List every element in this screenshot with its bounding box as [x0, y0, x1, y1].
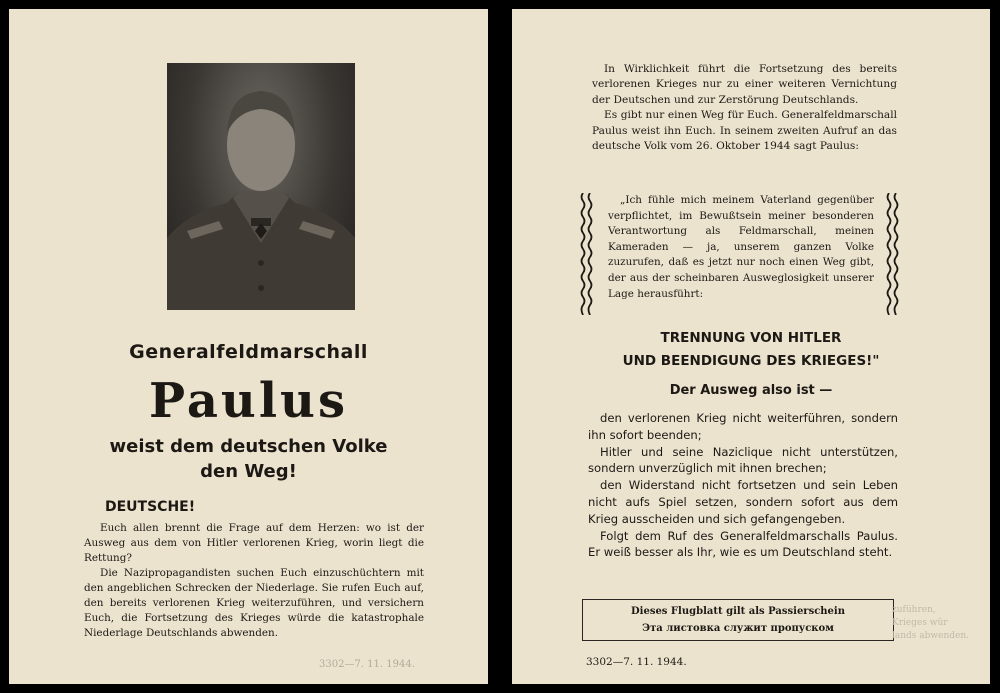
bleed-line-3: lands abwenden.: [892, 631, 969, 641]
heading-subtitle-line2: den Weg!: [200, 461, 297, 482]
paulus-quote: [608, 193, 874, 302]
paulus-portrait-photo: [167, 63, 355, 310]
pass-russian-text: Эта листовка служит пропуском: [642, 623, 834, 634]
heading-subtitle-line1: weist dem deutschen Volke: [109, 436, 388, 457]
right-squiggle-ornament: [886, 193, 900, 315]
ausweg-item-1: den verlorenen Krieg nicht weiterführen, sondern ihn sofort beenden;: [588, 411, 898, 442]
slogan-line2: UND BEENDIGUNG DES KRIEGES!": [622, 353, 880, 369]
quote-text: „Ich fühle mich meinem Vaterland gegenüber verpflichtet, im Bewußtsein meiner besonderen Verantwortung als Feldmarschall, meinen Kameraden — ja, unserem ganzen Volke zuzurufen, daß es jetzt nur noch einen Weg gibt, der aus der scheinbaren Ausweglosigkeit unserer Lage herausführt:: [608, 194, 874, 300]
pass-german-text: Dieses Flugblatt gilt als Passierschein: [630, 606, 845, 617]
right-paragraph-2: Es gibt nur einen Weg für Euch. Generalfeldmarschall Paulus weist ihn Euch. In seinem zweiten Aufruf an das deutsche Volk vom 26. Oktober 1944 sagt Paulus:: [592, 109, 897, 153]
quote-block: [580, 193, 898, 323]
left-paragraph-1: Euch allen brennt die Frage auf dem Herzen: wo ist der Ausweg aus dem von Hitler verlorenen Krieg, worin liegt die Rettung?: [84, 522, 424, 564]
bleed-through-text: [892, 604, 987, 643]
left-body-text: [84, 521, 424, 641]
safe-conduct-box: [582, 599, 894, 641]
left-squiggle-ornament: [580, 193, 594, 315]
bleed-line-2: Krieges wür: [892, 618, 948, 628]
faint-bleed-number: 3302—7. 11. 1944.: [319, 659, 415, 670]
portrait-silhouette-image: [167, 63, 355, 310]
publication-number: 3302—7. 11. 1944.: [586, 656, 687, 668]
left-paragraph-2: Die Nazipropagandisten suchen Euch einzuschüchtern mit den angeblichen Schrecken der Niederlage. Sie rufen Euch auf, den bereits verlorenen Krieg weiterzuführen, und versichern Euch, die Fortsetzung des Krieges würde die katastrophale Niederlage Deutschlands abwenden.: [84, 567, 424, 639]
heading-rank: Generalfeldmarschall: [129, 341, 368, 363]
ausweg-item-3: den Widerstand nicht fortsetzen und sein Leben nicht aufs Spiel setzen, sondern sofort aus dem Krieg ausscheiden und sich gefangengeben.: [588, 478, 898, 526]
heading-name: Paulus: [149, 373, 348, 429]
right-paragraph-1: In Wirklichkeit führt die Fortsetzung des bereits verlorenen Krieges nur zu einer weiteren Vernichtung der Deutschen und zur Zerstörung Deutschlands.: [592, 63, 897, 106]
ausweg-item-2: Hitler und seine Naziclique nicht unterstützen, sondern unverzüglich mit ihnen brechen;: [588, 444, 898, 476]
ausweg-item-4: Folgt dem Ruf des Generalfeldmarschalls Paulus. Er weiß besser als Ihr, wie es um Deutschland steht.: [588, 528, 898, 560]
bleed-line-1: zuführen,: [892, 605, 936, 615]
ausweg-list: [588, 410, 898, 561]
slogan-line1: TRENNUNG VON HITLER: [660, 330, 842, 346]
ausweg-heading: Der Ausweg also ist —: [669, 383, 833, 398]
left-leaflet-page: [9, 9, 488, 684]
heading-subtitle: [9, 434, 488, 484]
right-intro-text: [592, 62, 897, 154]
slogan-heading: [512, 327, 990, 373]
deutsche-heading: DEUTSCHE!: [105, 499, 196, 515]
right-leaflet-page: [512, 9, 990, 684]
